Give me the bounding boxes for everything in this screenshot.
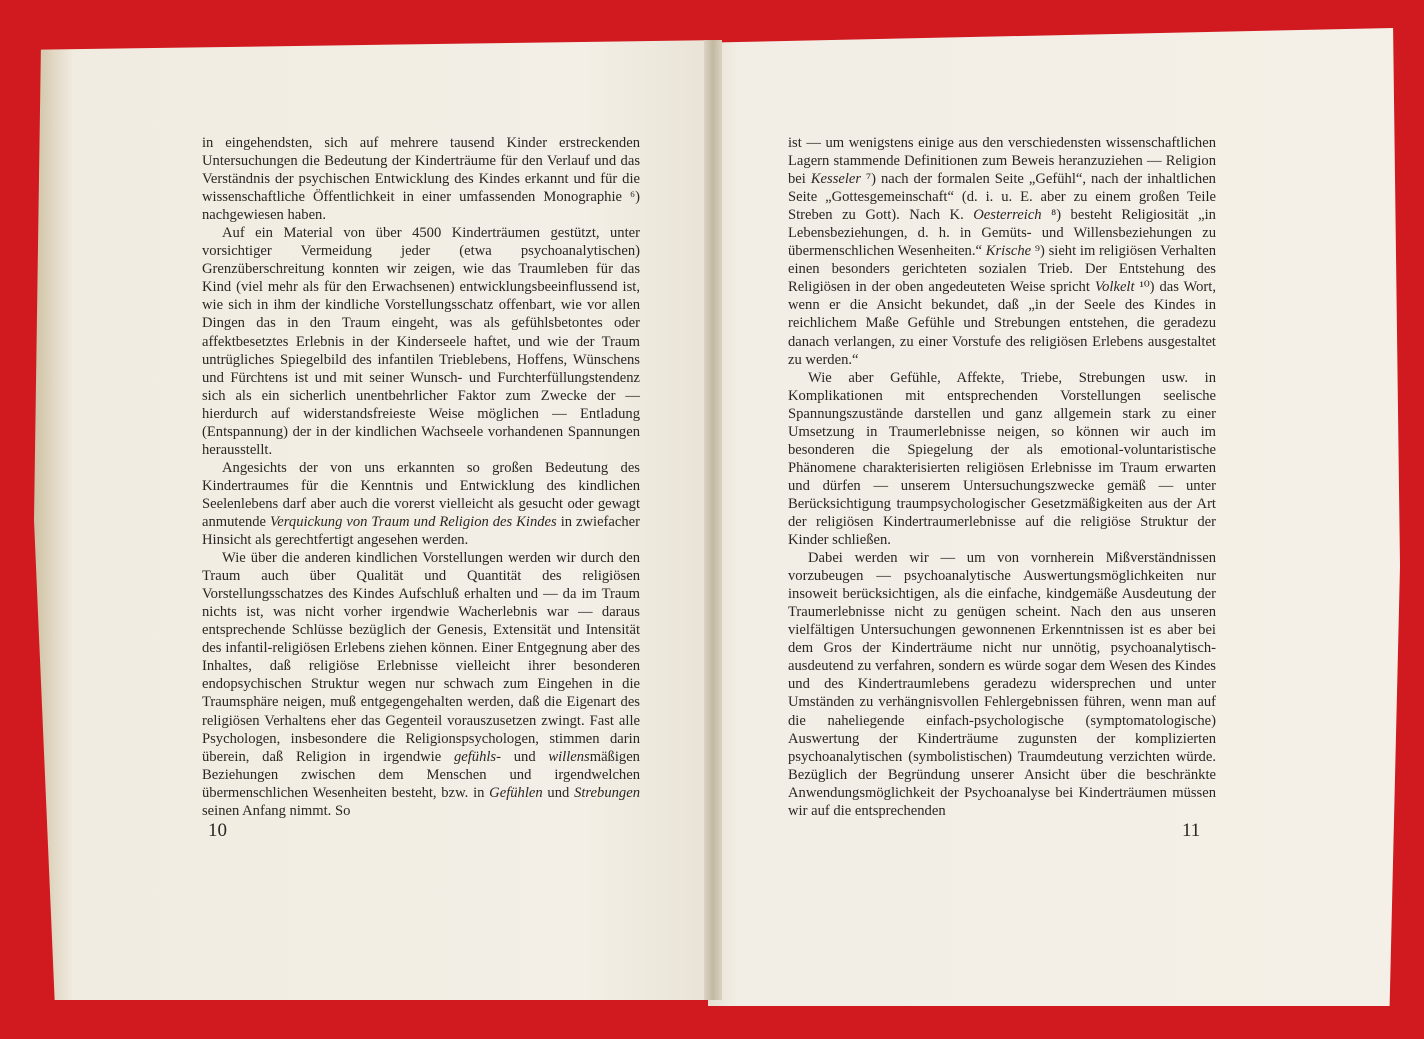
text-run: seinen Anfang nimmt. So bbox=[202, 802, 351, 819]
paragraph: Dabei werden wir — um von vornherein Mißverständnissen vorzubeugen — psychoanalytische Auswertungsmöglichkeiten nur insoweit berücksichtigen, als die einfache, kindgemäße Ausdeutung der Traumerlebnisse nicht zu genügen scheint. Nach den aus unseren vielfältigen Untersuchungen gewonnenen Erkenntnissen ist es aber bei dem Gros der Kinderträume nicht nur unnötig, psychoanalytisch-ausdeutend zu verfahren, sondern es würde sogar dem Wesen des Kindes und des Kindertraumlebens geradezu widersprechen und unter Umständen zu verhängnisvollen Fehlergebnissen führen, wenn man auf die naheliegende einfach-psychologische (symptomatologische) Auswertung der Kinderträume zugunsten der komplizierten psychoanalytischen (symbolistischen) Traumdeutung verzichten würde. Bezüglich der Begründung unserer Ansicht über die beschränkte Anwendungsmöglichkeit der Psychoanalyse bei Kinderträumen müssen wir auf die entsprechenden bbox=[788, 550, 1216, 819]
emphasis-text: gefühls- bbox=[453, 748, 501, 765]
paragraph bbox=[788, 134, 1216, 369]
emphasis-text: willens bbox=[548, 748, 590, 765]
text-run: Wie über die anderen kindlichen Vorstellungen werden wir durch den Traum auch über Qualität und Quantität des religiösen Vorstellungsschatzes des Kindes Aufschluß erhalten und — da im Traum nichts ist, was nicht vorher irgendwie Wacherlebnis war — daraus entsprechende Schlüsse bezüglich der Genesis, Extensität und Intensität des infantil-religiösen Erlebens ziehen können. Einer Entgegnung aber des Inhaltes, daß religiöse Erlebnisse vielleicht ihrer besonderen endopsychischen Struktur wegen nur schwach zum Eingehen in die Traumsphäre neigen, muß entgegengehalten werden, daß die Eigenart des religiösen Verhaltens eher das Gegenteil vorauszusetzen zwingt. Fast alle Psychologen, insbesondere die Religionspsychologen, stimmen darin überein, daß Religion in irgendwie bbox=[202, 550, 640, 765]
emphasis-text: Gefühlen bbox=[489, 784, 543, 801]
emphasis-text: Oesterreich bbox=[973, 207, 1042, 224]
text-run: ⁸) besteht Religiosität „in Lebensbeziehungen, d. h. in Gemüts- und Willensbeziehungen zu übermenschlichen Wesenheiten.“ bbox=[788, 207, 1216, 260]
paragraph bbox=[202, 549, 640, 820]
page-number-right: 11 bbox=[1182, 820, 1201, 841]
emphasis-text: Verquickung von Traum und Religion des Kindes bbox=[270, 513, 557, 530]
text-run: und bbox=[513, 748, 536, 765]
paragraph: Wie aber Gefühle, Affekte, Triebe, Strebungen usw. in Komplikationen mit entsprechenden Vorstellungen seelische Spannungszustände darstellen und ganz allgemein stark zu einer Umsetzung in Traumerlebnisse neigen, so können wir auch im besonderen die Spiegelung der als emotional-voluntaristische Phänomene charakterisierten religiösen Erlebnisse im Traum erwarten und dürfen — unserem Untersuchungszwecke gemäß — unter Berücksichtigung traumpsychologischer Gesetzmäßigkeiten aus der Art der religiösen Kindertraumerlebnisse auf die religiöse Struktur der Kinder schließen. bbox=[788, 369, 1216, 549]
paragraph: Auf ein Material von über 4500 Kinderträumen gestützt, unter vorsichtiger Vermeidung jeder (etwa psychoanalytischen) Grenzüberschreitung konnten wir zeigen, wie das Traumleben für das Kind (viel mehr als für den Erwachsenen) entwicklungsbeeinflussend ist, wie sich in ihm der kindliche Vorstellungsschatz offenbart, wie vor allen Dingen das in den Traum eingeht, was als gefühlsbetontes oder affektbesetztes Erlebnis in der Kinderseele haftet, und wie der Traum untrügliches Spiegelbild des infantilen Trieblebens, Hoffens, Wünschens und Fürchtens ist und mit seiner Wunsch- und Furchterfüllungstendenz sich als ein sicherlich unentbehrlicher Faktor zum Zwecke der — hierdurch auf widerstandsfreieste Weise möglichen — Entladung (Entspannung) der in der kindlichen Wachseele vorhandenen Spannungen herausstellt. bbox=[202, 225, 640, 458]
text-run: ⁷) nach der formalen Seite „Gefühl“, nach der inhaltlichen Seite „Gottesgemeinschaft“ (d. i. u. E. aber zu einem großen Teile Streben zu Gott). Nach K. bbox=[788, 171, 1216, 224]
text-run: und bbox=[547, 784, 570, 801]
page-number-left: 10 bbox=[208, 820, 227, 841]
text-run: ⁹) sieht im religiösen Verhalten einen besonders gerichteten sozialen Trieb. Der Entstehung des Religiösen in der oben angedeuteten Weise spricht bbox=[788, 243, 1216, 296]
book-gutter bbox=[704, 40, 722, 1000]
text-run: ist — um wenigstens einige aus den verschiedensten wissenschaftlichen Lagern stammende Definitionen zum Beweis heranzuziehen — Religion bei bbox=[788, 135, 1216, 188]
right-page-text bbox=[788, 134, 1216, 820]
emphasis-text: Kesseler bbox=[810, 171, 862, 188]
emphasis-text: Strebungen bbox=[574, 784, 640, 801]
text-run: ¹⁰) das Wort, wenn er die Ansicht bekundet, daß „in der Seele des Kindes in reichlichem Maße Gefühle und Strebungen entstehen, die geradezu danach verlangen, zu einer Vorstufe des religiösen Erlebens ausgestaltet zu werden.“ bbox=[788, 279, 1216, 368]
text-run: in zwiefacher Hinsicht als gerechtfertigt angesehen werden. bbox=[202, 513, 640, 549]
text-run: Angesichts der von uns erkannten so großen Bedeutung des Kindertraumes für die Kenntnis und Entwicklung des kindlichen Seelenlebens darf aber auch die vorerst vielleicht als gesucht oder gewagt anmutende bbox=[202, 459, 640, 530]
paragraph bbox=[202, 459, 640, 549]
paragraph: in eingehendsten, sich auf mehrere tausend Kinder erstreckenden Untersuchungen die Bedeutung der Kinderträume für den Verlauf und das Verständnis der psychischen Entwicklung des Kindes erkannt und für die wissenschaftliche Öffentlichkeit in einer umfassenden Monographie ⁶) nachgewiesen haben. bbox=[202, 135, 640, 224]
left-page-text bbox=[202, 134, 640, 820]
emphasis-text: Krische bbox=[985, 243, 1032, 260]
emphasis-text: Volkelt bbox=[1094, 279, 1135, 296]
text-run: mäßigen Beziehungen zwischen dem Menschen und irgendwelchen übermenschlichen Wesenheiten besteht, bzw. in bbox=[202, 748, 640, 801]
